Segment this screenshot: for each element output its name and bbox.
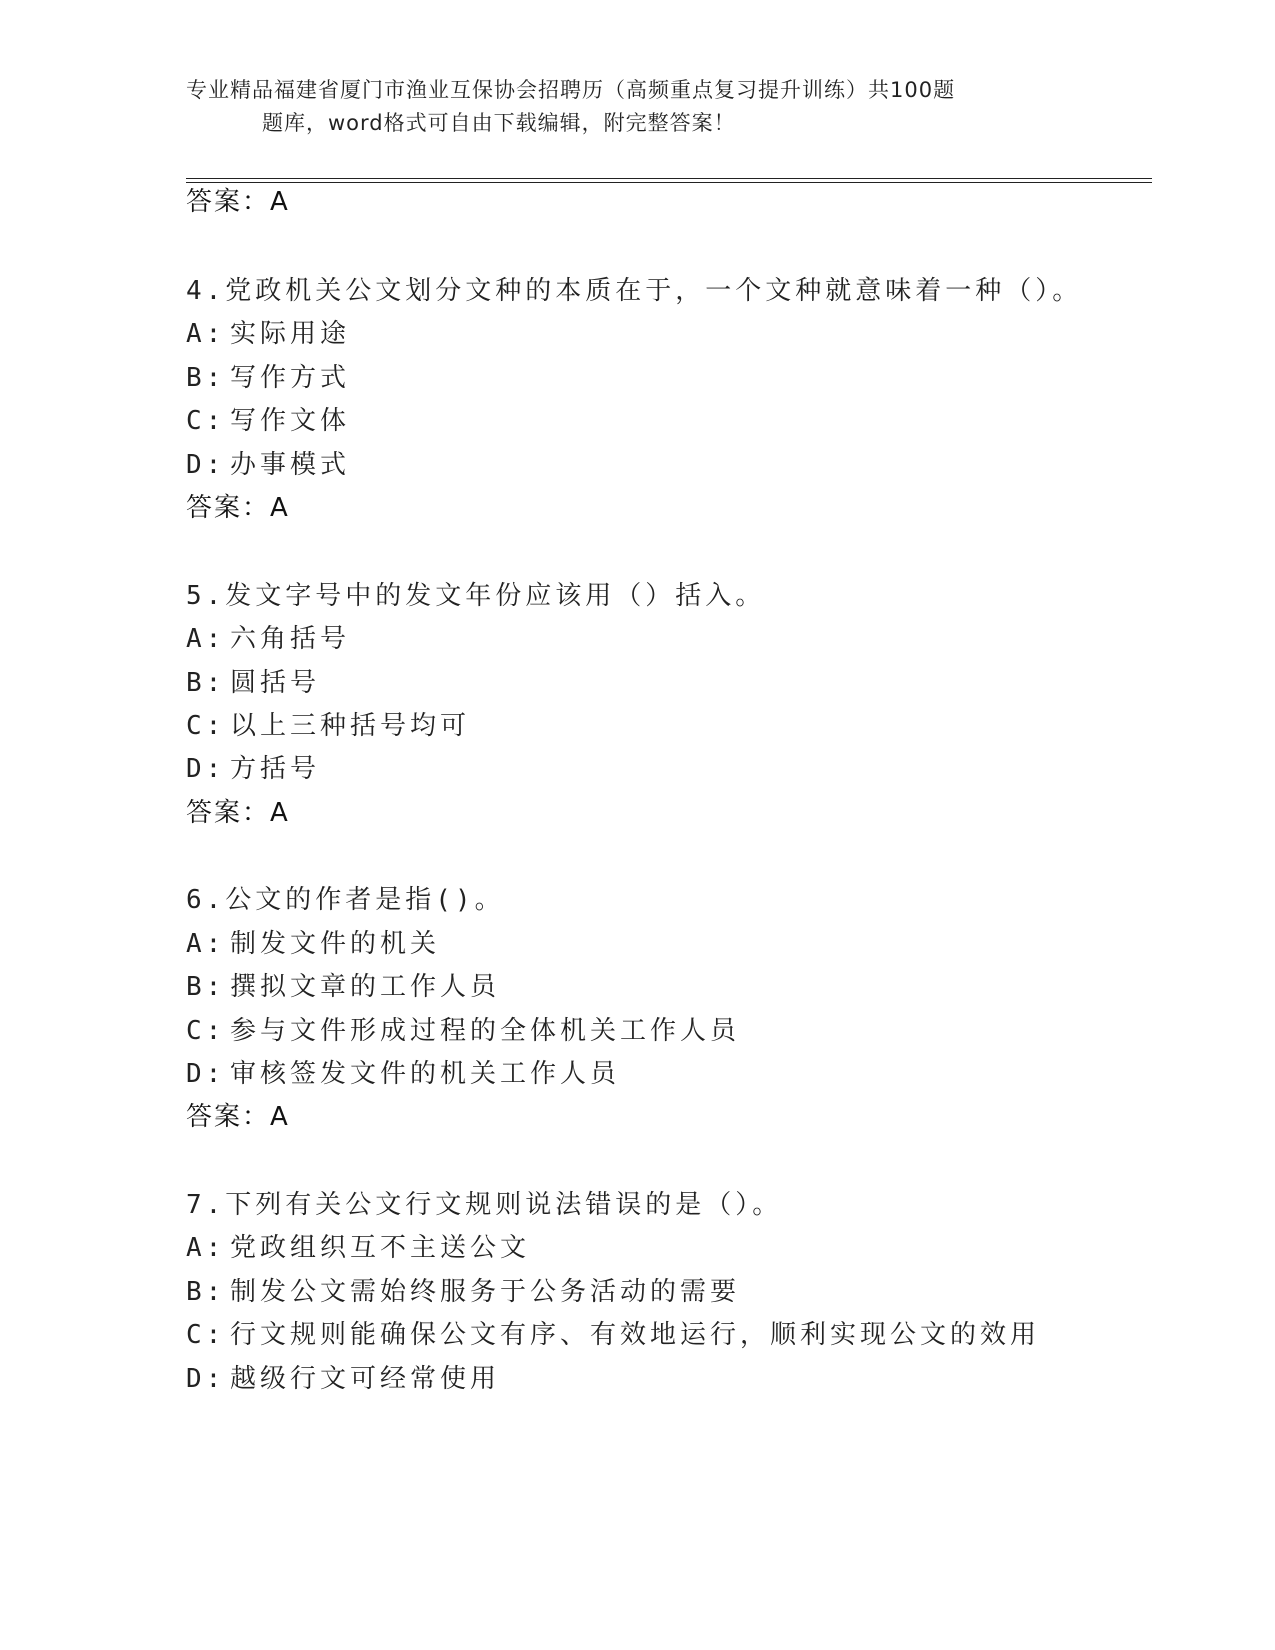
question-4-answer: 答案：A: [186, 493, 290, 523]
question-6-answer: 答案：A: [186, 1102, 290, 1132]
header-title-line2: 题库，word格式可自由下载编辑，附完整答案！: [262, 111, 736, 135]
question-7-option-d: [186, 1362, 500, 1396]
question-4-option-d: [186, 448, 350, 482]
option-text: 撰拟文章的工作人员: [230, 972, 501, 1002]
question-4-text: 4.党政机关公文划分文种的本质在于，一个文种就意味着一种（）。: [186, 276, 1083, 306]
option-letter: D:: [186, 450, 226, 480]
option-text: 行文规则能确保公文有序、有效地运行，顺利实现公文的效用: [230, 1320, 1041, 1350]
option-letter: C:: [186, 1320, 226, 1350]
question-7-option-c: [186, 1318, 1040, 1352]
question-6-option-b: [186, 970, 500, 1004]
option-letter: A:: [186, 319, 226, 349]
option-letter: D:: [186, 1364, 226, 1394]
option-letter: A:: [186, 624, 226, 654]
option-text: 实际用途: [230, 319, 351, 349]
question-5-option-a: [186, 622, 350, 656]
option-letter: B:: [186, 363, 226, 393]
option-letter: C:: [186, 406, 226, 436]
question-6-option-c: [186, 1014, 740, 1048]
option-letter: D:: [186, 1059, 226, 1089]
question-6-text: 6.公文的作者是指()。: [186, 885, 505, 915]
option-text: 六角括号: [230, 624, 351, 654]
question-6-option-a: [186, 927, 440, 961]
option-text: 党政组织互不主送公文: [230, 1233, 531, 1263]
option-text: 办事模式: [230, 450, 351, 480]
question-4-option-b: [186, 361, 350, 395]
header-title-line1: 专业精品福建省厦门市渔业互保协会招聘历（高频重点复习提升训练）共100题: [186, 78, 956, 102]
question-5-option-c: [186, 709, 470, 743]
option-text: 写作方式: [230, 363, 351, 393]
option-letter: C:: [186, 1016, 226, 1046]
option-text: 越级行文可经常使用: [230, 1364, 501, 1394]
option-letter: D:: [186, 754, 226, 784]
option-letter: B:: [186, 972, 226, 1002]
question-4-option-c: [186, 404, 350, 438]
option-text: 参与文件形成过程的全体机关工作人员: [230, 1016, 741, 1046]
question-7-option-a: [186, 1231, 530, 1265]
option-text: 方括号: [230, 754, 321, 784]
question-5-option-b: [186, 666, 320, 700]
option-text: 制发公文需始终服务于公务活动的需要: [230, 1277, 741, 1307]
question-5-option-d: [186, 752, 320, 786]
option-text: 制发文件的机关: [230, 929, 441, 959]
option-text: 审核签发文件的机关工作人员: [230, 1059, 621, 1089]
option-text: 写作文体: [230, 406, 351, 436]
question-4-option-a: [186, 317, 350, 351]
option-text: 圆括号: [230, 668, 321, 698]
document-header: [186, 74, 1086, 140]
header-double-rule: [186, 178, 1152, 183]
answer-line: 答案：A: [186, 187, 290, 217]
question-6-option-d: [186, 1057, 620, 1091]
option-letter: C:: [186, 711, 226, 741]
option-letter: A:: [186, 1233, 226, 1263]
question-7-option-b: [186, 1275, 740, 1309]
option-letter: A:: [186, 929, 226, 959]
question-5-answer: 答案：A: [186, 798, 290, 828]
question-5-text: 5.发文字号中的发文年份应该用（）括入。: [186, 581, 766, 611]
option-letter: B:: [186, 1277, 226, 1307]
option-letter: B:: [186, 668, 226, 698]
option-text: 以上三种括号均可: [230, 711, 471, 741]
question-7-text: 7.下列有关公文行文规则说法错误的是（）。: [186, 1190, 783, 1220]
